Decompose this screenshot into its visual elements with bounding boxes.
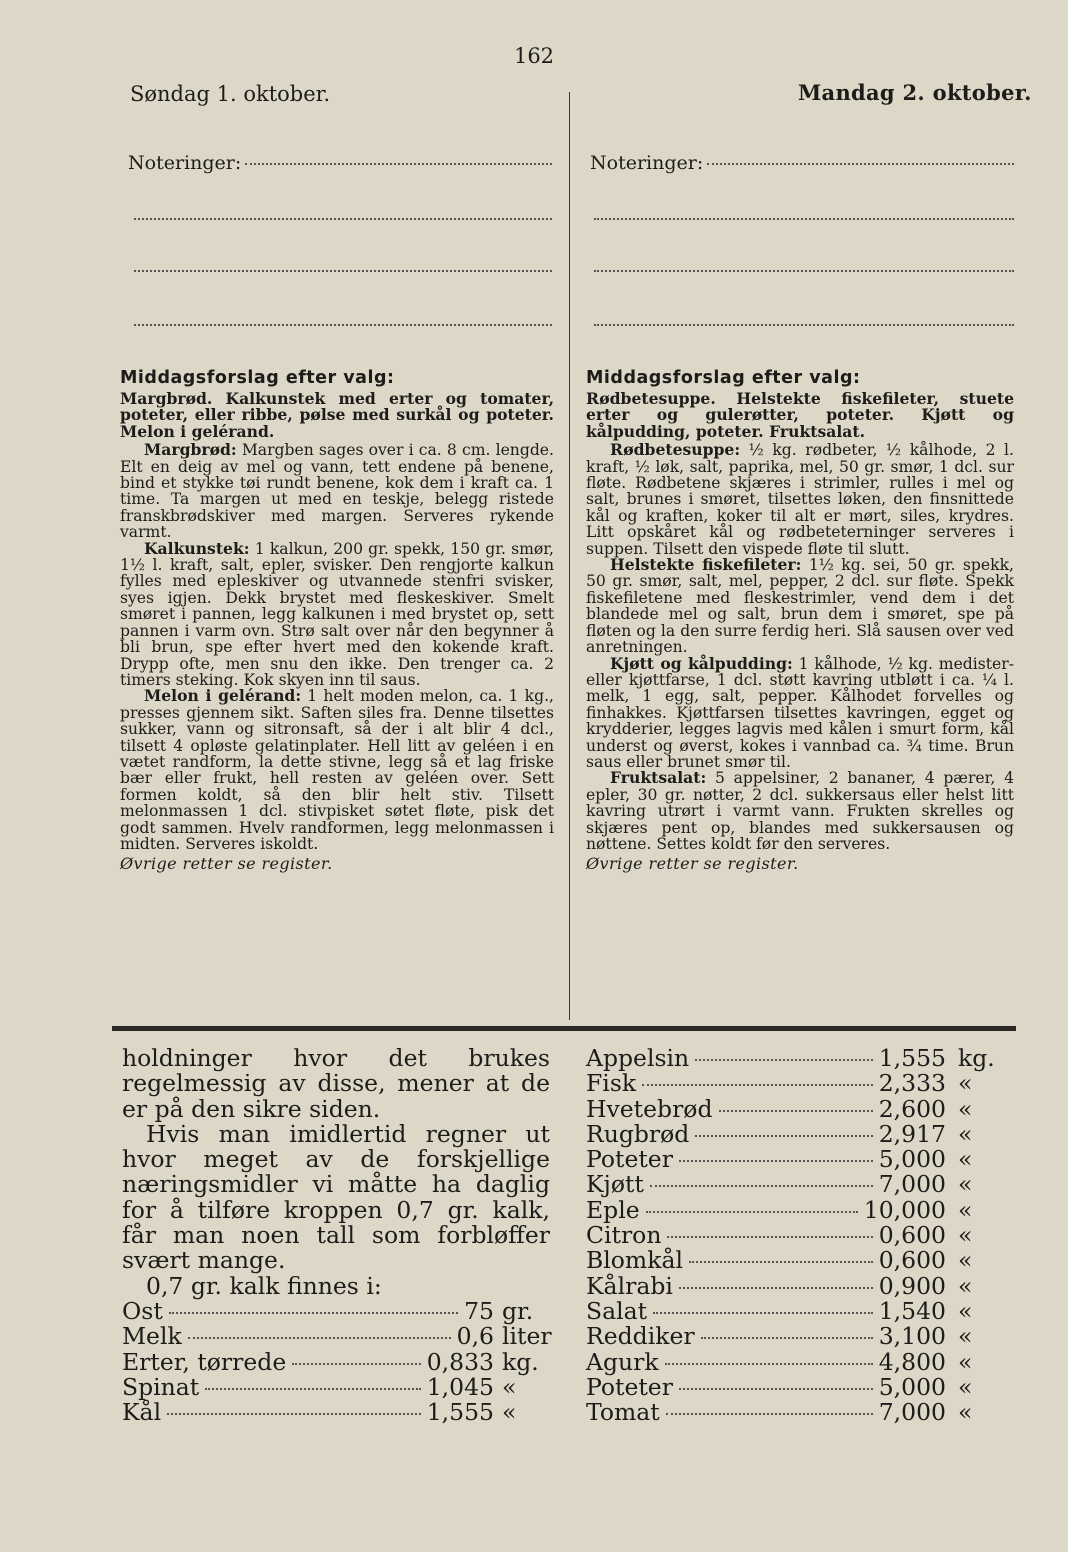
calcium-table-left <box>122 1296 552 1427</box>
calcium-amount: 0,600 <box>878 1246 946 1275</box>
calcium-table-right <box>586 1046 1016 1425</box>
recipe-name: Melon i gelérand: <box>144 686 302 706</box>
food-name: Tomat <box>586 1398 660 1427</box>
right-notes-label: Noteringer: <box>590 152 704 174</box>
table-row <box>586 1248 1016 1273</box>
amount-unit: « <box>958 1069 973 1098</box>
amount-unit: « <box>958 1221 973 1250</box>
amount-unit: « <box>958 1094 973 1123</box>
table-row <box>122 1372 550 1401</box>
notes-line <box>134 270 552 272</box>
table-row <box>586 1400 1016 1425</box>
amount-unit: « <box>958 1398 973 1427</box>
table-row <box>122 1400 550 1425</box>
food-name: Erter, tørrede <box>122 1347 287 1376</box>
table-row <box>586 1296 1016 1325</box>
right-menu-section <box>586 368 1014 873</box>
amount-unit: « <box>958 1296 973 1325</box>
amount-unit: « <box>958 1170 973 1199</box>
calcium-amount: 0,6 <box>456 1322 494 1351</box>
leader-dots <box>695 1135 872 1137</box>
leader-dots <box>292 1363 420 1365</box>
right-menu-intro: Rødbetesuppe. Helstekte fiskefileter, stuete erter og gulerøtter, poteter. Kjøtt og kålpudding, poteter. Fruktsalat. <box>586 389 1014 441</box>
recipe-name: Kjøtt og kålpudding: <box>610 653 793 673</box>
leader-dots <box>679 1287 873 1289</box>
food-name: Ost <box>122 1296 163 1325</box>
food-name: Rugbrød <box>586 1119 690 1148</box>
table-row <box>586 1372 1016 1401</box>
recipe-helstekte-fiskefileter <box>586 557 1014 655</box>
calcium-amount: 75 <box>464 1296 494 1325</box>
food-name: Kjøtt <box>586 1170 644 1199</box>
recipe-name: Helstekte fiskefileter: <box>610 555 802 575</box>
table-row <box>122 1296 550 1325</box>
recipe-text: 5 appelsiner, 2 bananer, 4 pærer, 4 epler, 30 gr. nøtter, 2 dcl. sukkersaus eller helst litt kavring utrørt i varmt vann. Frukten skrelles og skjæres pent op, blandes med sukkersausen og nøttene. Settes koldt før den serveres. <box>586 769 1014 853</box>
table-row <box>586 1046 1016 1071</box>
lower-paragraph-1: holdninger hvor det brukes regelmessig av disse, mener at de er på den sikre siden. <box>122 1044 550 1123</box>
right-menu-text <box>586 391 1014 852</box>
leader-dots <box>665 1363 873 1365</box>
amount-unit: « <box>958 1119 973 1148</box>
recipe-kalkunstek <box>120 538 554 689</box>
leader-dots <box>679 1160 873 1162</box>
food-name: Poteter <box>586 1372 673 1401</box>
leader-dots <box>689 1261 873 1263</box>
calcium-amount: 10,000 <box>863 1195 946 1224</box>
food-name: Poteter <box>586 1145 673 1174</box>
calcium-amount: 5,000 <box>878 1372 946 1401</box>
left-day-title: Søndag 1. oktober. <box>130 82 331 106</box>
amount-unit: « <box>502 1398 517 1427</box>
recipe-text: Margben sages over i ca. 8 cm. lengde. Elt en deig av mel og vann, tett endene på benene, bind et stykke tøi rundt benene, kok dem i kraft ca. 1 time. Ta margen ut med en teskje, belegg ristede franskbrødskiver med margen. Serveres rykende varmt. <box>120 441 554 542</box>
notes-line <box>594 218 1014 220</box>
calcium-amount: 7,000 <box>878 1398 946 1427</box>
leader-dots <box>701 1337 873 1339</box>
left-menu-text <box>120 391 554 852</box>
leader-dots <box>205 1388 420 1390</box>
leader-dots <box>667 1236 872 1238</box>
leader-dots <box>679 1388 873 1390</box>
recipe-text: 1 kålhode, ½ kg. medister- eller kjøttfarse, 1 dcl. støtt kavring utbløtt i ca. ¼ l. melk, 1 egg, salt, pepper. Kålhodet forvelles og finhakkes. Kjøttfarsen tilsettes kavringen, egget og krydderier, legges lagvis med kålen i smurt form, kål underst og øverst, kokes i vannbad ca. ¾ time. Brun saus eller brunet smør til. <box>586 654 1014 771</box>
leader-dots <box>646 1211 858 1213</box>
left-menu-section <box>120 368 554 873</box>
table-row <box>586 1195 1016 1224</box>
table-title: 0,7 gr. kalk finnes i: <box>146 1271 382 1300</box>
page-number: 162 <box>513 44 555 68</box>
right-menu-heading: Middagsforslag efter valg: <box>586 368 861 388</box>
calcium-amount: 0,833 <box>426 1347 494 1376</box>
calcium-amount: 2,917 <box>878 1119 946 1148</box>
table-row <box>586 1324 1016 1349</box>
calcium-amount: 2,333 <box>878 1069 946 1098</box>
leader-dots <box>167 1413 421 1415</box>
lower-paragraph-2: Hvis man imidlertid regner ut hvor meget av de forskjellige næringsmidler vi måtte ha daglig for å tilføre kroppen 0,7 gr. kalk, får man noen tall som forbløffer svært mange. <box>122 1119 550 1275</box>
left-menu-heading: Middagsforslag efter valg: <box>120 368 395 388</box>
food-name: Kål <box>122 1398 162 1427</box>
calcium-amount: 0,900 <box>878 1271 946 1300</box>
food-name: Reddiker <box>586 1322 695 1351</box>
notes-dots <box>245 163 552 165</box>
calcium-amount: 7,000 <box>878 1170 946 1199</box>
recipe-text: ½ kg. rødbeter, ½ kålhode, 2 l. kraft, ½ løk, salt, paprika, mel, 50 gr. smør, 1 dcl. sur fløte. Rødbetene skjæres i strimler, rulles i mel og salt, brunes i smøret, tilsettes løken, den finsnittede kål og kraften, koker til alt er mørt, siles, krydres. Litt opskåret kål og rødbeteterninger serveres i suppen. Tilsett den vispede fløte til slutt. <box>586 441 1015 558</box>
leader-dots <box>719 1110 873 1112</box>
table-row <box>586 1172 1016 1197</box>
left-notes-label: Noteringer: <box>128 152 242 174</box>
food-name: Blomkål <box>586 1246 683 1275</box>
recipe-fruktsalat <box>586 770 1014 852</box>
recipe-text: 1 helt moden melon, ca. 1 kg., presses gjennem sikt. Saften siles fra. Denne tilsettes sukker, vann og sitronsaft, så der i alt blir 4 dcl., tilsett 4 opløste gelatinplater. Hell litt av geléen i en vætet randform, la dette stivne, legg så et lag friske bær eller frukt, hell resten av geléen over. Sett formen koldt, så den blir helt stiv. Tilsett melonmassen 1 dcl. stivpisket søtet fløte, pisk det godt sammen. Hvelv randformen, legg melonmassen i midten. Serveres iskoldt. <box>120 687 554 853</box>
calcium-amount: 1,540 <box>878 1296 946 1325</box>
table-row <box>122 1324 550 1349</box>
left-notes-row <box>128 152 552 174</box>
food-name: Melk <box>122 1322 182 1351</box>
calcium-amount: 5,000 <box>878 1145 946 1174</box>
recipe-melon-i-gelerand <box>120 688 554 852</box>
amount-unit: « <box>958 1145 973 1174</box>
right-notes-row <box>590 152 1014 174</box>
amount-unit: « <box>502 1372 517 1401</box>
table-row <box>586 1223 1016 1248</box>
food-name: Kålrabi <box>586 1271 673 1300</box>
amount-unit: kg. <box>958 1044 995 1072</box>
table-row <box>586 1147 1016 1172</box>
table-row <box>586 1119 1016 1148</box>
recipe-text: 1½ kg. sei, 50 gr. spekk, 50 gr. smør, salt, mel, pepper, 2 dcl. sur fløte. Spekk fiskefiletene med fleskestrimler, vend dem i det blandede mel og salt, brun dem i smøret, spe på fløten og la den surre ferdig heri. Slå sausen over ved anretningen. <box>586 556 1014 657</box>
food-name: Eple <box>586 1195 640 1224</box>
recipe-rodbetesuppe <box>586 442 1014 557</box>
leader-dots <box>169 1312 458 1314</box>
food-name: Hvetebrød <box>586 1094 713 1123</box>
food-name: Fisk <box>586 1069 637 1098</box>
recipe-name: Fruktsalat: <box>610 768 707 788</box>
recipe-kjott-og-kalpudding <box>586 653 1014 771</box>
leader-dots <box>188 1337 451 1339</box>
calcium-amount: 3,100 <box>878 1322 946 1351</box>
food-name: Agurk <box>586 1347 659 1376</box>
notes-dots <box>707 163 1014 165</box>
amount-unit: « <box>958 1322 973 1351</box>
column-divider <box>569 92 570 1020</box>
notes-line <box>134 324 552 326</box>
leader-dots <box>650 1185 873 1187</box>
right-day-title: Mandag 2. oktober. <box>798 80 1032 105</box>
notes-line <box>594 324 1014 326</box>
recipe-name: Rødbetesuppe: <box>610 440 741 460</box>
right-footer-note: Øvrige retter se register. <box>586 854 799 874</box>
amount-unit: gr. <box>502 1296 534 1325</box>
calcium-amount: 4,800 <box>878 1347 946 1376</box>
amount-unit: liter <box>502 1322 552 1351</box>
amount-unit: « <box>958 1246 973 1275</box>
amount-unit: « <box>958 1195 973 1224</box>
notes-line <box>134 218 552 220</box>
table-row <box>122 1347 550 1376</box>
calcium-amount: 0,600 <box>878 1221 946 1250</box>
section-rule <box>112 1026 1016 1031</box>
calcium-amount: 1,045 <box>426 1372 494 1401</box>
notes-line <box>594 270 1014 272</box>
amount-unit: « <box>958 1372 973 1401</box>
food-name: Salat <box>586 1296 648 1325</box>
left-menu-intro: Margbrød. Kalkunstek med erter og tomater, poteter, eller ribbe, pølse med surkål og poteter. Melon i gelérand. <box>120 389 554 441</box>
amount-unit: « <box>958 1347 973 1376</box>
lower-right-text <box>586 1046 1016 1425</box>
table-row <box>586 1071 1016 1096</box>
leader-dots <box>695 1059 873 1061</box>
table-row <box>586 1347 1016 1376</box>
recipe-text: 1 kalkun, 200 gr. spekk, 150 gr. smør, 1½ l. kraft, salt, epler, svisker. Den rengjorte kalkun fylles med epleskiver og utvannede stenfri svisker, syes igjen. Dekk brystet med fleskeskiver. Smelt smøret i pannen, legg kalkunen i med brystet op, sett pannen i varm ovn. Strø salt over når den begynner å bli brun, spe efter hvert med den kokende kraft. Drypp ofte, men snu den ikke. Den trenger ca. 2 timers steking. Kok skyen inn til saus. <box>120 539 554 689</box>
table-row <box>586 1094 1016 1123</box>
recipe-name: Margbrød: <box>144 440 237 460</box>
leader-dots <box>653 1312 873 1314</box>
leader-dots <box>642 1084 873 1086</box>
lower-left-text <box>122 1046 550 1425</box>
left-footer-note: Øvrige retter se register. <box>120 854 333 874</box>
food-name: Appelsin <box>586 1044 690 1072</box>
recipe-name: Kalkunstek: <box>144 538 250 558</box>
leader-dots <box>666 1413 873 1415</box>
calcium-amount: 2,600 <box>878 1094 946 1123</box>
calcium-amount: 1,555 <box>426 1398 494 1427</box>
food-name: Citron <box>586 1221 662 1250</box>
amount-unit: « <box>958 1271 973 1300</box>
calcium-amount: 1,555 <box>878 1044 946 1072</box>
table-row <box>586 1271 1016 1300</box>
food-name: Spinat <box>122 1372 200 1401</box>
recipe-margbrod <box>120 442 554 540</box>
amount-unit: kg. <box>502 1347 539 1376</box>
